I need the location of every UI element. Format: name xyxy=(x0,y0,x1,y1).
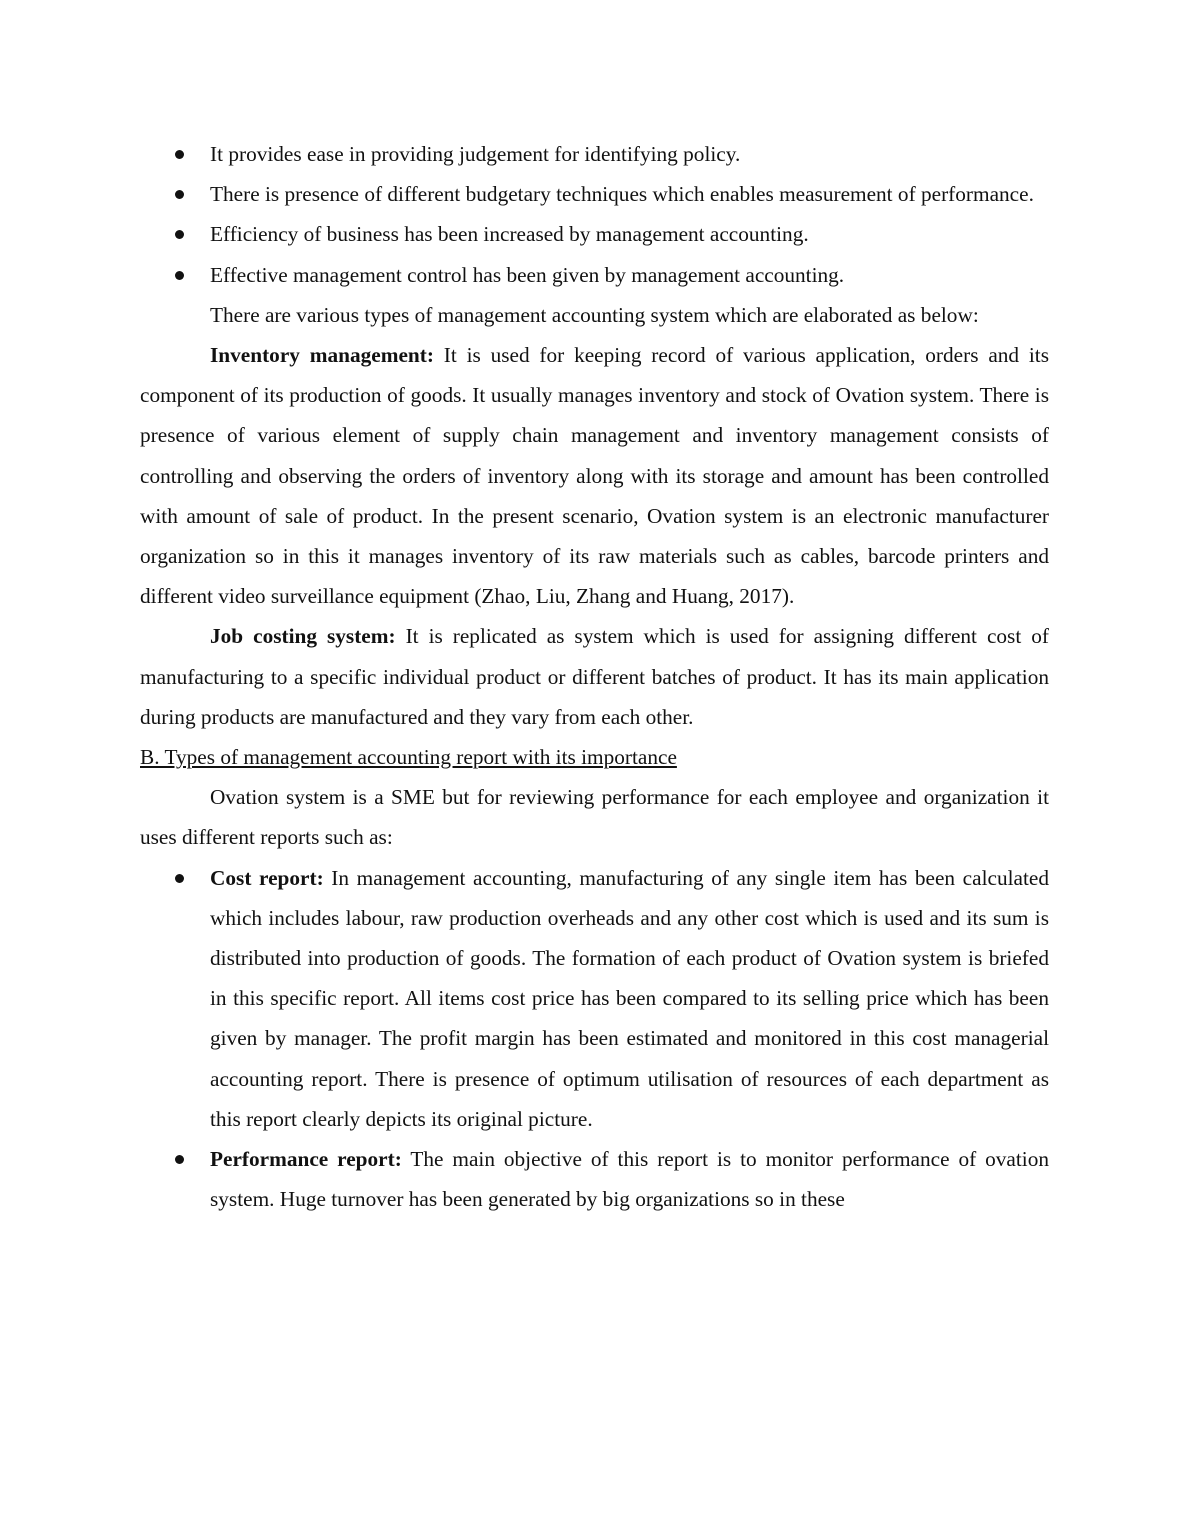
document-page xyxy=(140,134,1049,1219)
list-item xyxy=(140,134,1049,174)
inventory-term: Inventory management: xyxy=(210,343,434,368)
list-item-text: There is presence of different budgetary techniques which enables measurement of performance. xyxy=(210,182,1034,207)
report-text: In management accounting, manufacturing of any single item has been calculated which includes labour, raw production overheads and any other cost which is used and its sum is distributed into production of goods. The formation of each product of Ovation system is briefed in this specific report. All items cost price has been compared to its selling price which has been given by manager. The profit margin has been estimated and monitored in this cost managerial accounting report. There is presence of optimum utilisation of resources of each department as this report clearly depicts its original picture. xyxy=(210,865,1049,1131)
section-heading: B. Types of management accounting report with its importance xyxy=(140,745,677,770)
job-costing-term: Job costing system: xyxy=(210,624,396,649)
job-costing-text: It is replicated as system which is used for assigning different cost of manufacturing to a specific individual product or different batches of product. It has its main application during products are manufactured and they vary from each other. xyxy=(140,624,1049,729)
bullet-icon xyxy=(175,271,184,280)
bullet-icon xyxy=(175,150,184,159)
report-term: Cost report: xyxy=(210,865,324,890)
list-item-text: It provides ease in providing judgement for identifying policy. xyxy=(210,142,741,166)
intro-paragraph: There are various types of management accounting system which are elaborated as below: xyxy=(210,302,979,327)
reports-intro-paragraph: Ovation system is a SME but for reviewing performance for each employee and organization it uses different reports such as: xyxy=(140,785,1049,850)
advantages-list xyxy=(140,134,1049,295)
inventory-text: It is used for keeping record of various application, orders and its component of its production of goods. It usually manages inventory and stock of Ovation system. There is presence of various element of supply chain management and inventory management consists of controlling and observing the orders of inventory along with its storage and amount has been controlled with amount of sale of product. In the present scenario, Ovation system is an electronic manufacturer organization so in this it manages inventory of its raw materials such as cables, barcode printers and different video surveillance equipment (Zhao, Liu, Zhang and Huang, 2017). xyxy=(140,343,1049,609)
bullet-icon xyxy=(175,1155,184,1164)
job-costing-paragraph xyxy=(140,616,1049,737)
list-item xyxy=(140,1139,1049,1219)
list-item xyxy=(140,174,1049,214)
bullet-icon xyxy=(175,190,184,199)
list-item-text: Efficiency of business has been increased by management accounting. xyxy=(210,222,809,247)
reports-list xyxy=(140,858,1049,1220)
list-item xyxy=(140,858,1049,1139)
list-item xyxy=(140,255,1049,295)
inventory-paragraph xyxy=(140,335,1049,616)
report-term: Performance report: xyxy=(210,1147,402,1172)
list-item xyxy=(140,214,1049,254)
bullet-icon xyxy=(175,874,184,883)
bullet-icon xyxy=(175,230,184,239)
list-item-text: Effective management control has been given by management accounting. xyxy=(210,262,845,287)
report-text: The main objective of this report is to monitor performance of ovation system. Huge turnover has been generated by big organizations so in these xyxy=(210,1147,1049,1212)
